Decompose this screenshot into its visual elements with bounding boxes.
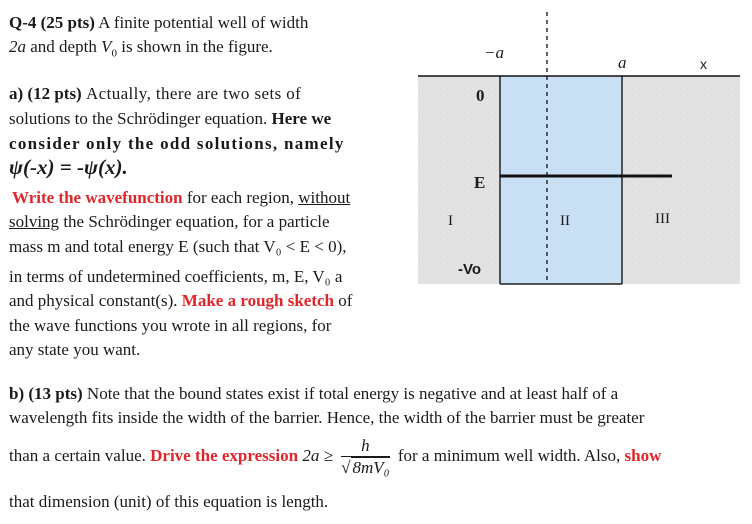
- label-region-3: III: [655, 211, 670, 227]
- write-wavefunction-emphasis: Write the wavefunction: [12, 188, 183, 207]
- part-a-text2-bold: Here we: [271, 109, 332, 128]
- part-b-line3: [9, 433, 661, 479]
- part-b-line1: [9, 383, 618, 405]
- label-x-axis: x: [700, 56, 707, 72]
- fraction-numerator: h: [341, 436, 389, 457]
- well-region-shading: [500, 76, 622, 284]
- part-a-label: a) (12 pts): [9, 84, 82, 103]
- minimum-width-fraction: [341, 436, 389, 479]
- odd-solution-equation: ψ(-x) = -ψ(x).: [9, 155, 128, 179]
- fraction-denominator: √ 8mV₀: [341, 457, 390, 477]
- part-b-text1: Note that the bound states exist if total energy is negative and at least half of a: [86, 384, 619, 403]
- show-emphasis: show: [624, 446, 662, 465]
- label-a: a: [618, 53, 627, 72]
- part-a-line8: in terms of undetermined coefficients, m, E, V₀ a: [9, 267, 343, 286]
- part-b-text3: than a certain value.: [9, 446, 146, 465]
- label-zero: 0: [476, 86, 485, 105]
- derive-expression-emphasis: Drive the expression: [150, 446, 299, 465]
- part-b-line2: wavelength fits inside the width of the barrier. Hence, the width of the barrier must be greater: [9, 408, 645, 427]
- part-a-line3: consider only the odd solutions, namely: [9, 134, 345, 153]
- rough-sketch-emphasis: Make a rough sketch: [181, 291, 335, 310]
- part-a-text2: solutions to the Schrödinger equation.: [9, 109, 268, 128]
- part-a-line11: any state you want.: [9, 340, 141, 359]
- part-a-line2: [9, 108, 331, 130]
- part-a-line5: [12, 187, 350, 209]
- var-v0-subscript: 0: [111, 47, 117, 60]
- part-a-text9: and physical constant(s).: [9, 291, 178, 310]
- question-label: Q-4 (25 pts): [9, 13, 95, 32]
- part-a-text5: for each region,: [186, 188, 294, 207]
- part-b-text3-after: for a minimum well width. Also,: [397, 446, 621, 465]
- label-energy: E: [474, 173, 486, 192]
- text-shown: is shown in the figure.: [121, 37, 273, 56]
- var-2a: 2a: [9, 37, 26, 56]
- solving-underlined: solving: [9, 212, 60, 231]
- part-b-line4: that dimension (unit) of this equation is length.: [9, 492, 329, 511]
- part-a-text1: Actually, there are two sets of: [85, 84, 302, 103]
- sqrt-argument: 8mV₀: [352, 457, 390, 477]
- part-a-text6: the Schrödinger equation, for a particle: [63, 212, 330, 231]
- label-neg-a: −a: [484, 43, 504, 62]
- label-region-1: I: [448, 213, 453, 229]
- part-a-line7: mass m and total energy E (such that V₀ < E < 0),: [9, 237, 347, 256]
- part-a-text9-end: of: [338, 291, 353, 310]
- without-underlined: without: [298, 188, 351, 207]
- part-a-line6: [9, 211, 330, 233]
- potential-well-figure: [410, 10, 740, 290]
- potential-well-diagram: [410, 10, 740, 290]
- part-a-line9: [9, 290, 352, 312]
- text-and-depth: and depth: [30, 37, 97, 56]
- label-neg-v0: -Vo: [458, 261, 482, 278]
- inequality-lhs: 2a ≥: [302, 446, 333, 465]
- question-header-line1: [9, 12, 308, 34]
- label-region-2: II: [560, 213, 570, 229]
- var-v0: V: [101, 37, 112, 56]
- part-a-line1: [9, 83, 301, 105]
- part-b-label: b) (13 pts): [9, 384, 83, 403]
- question-text: A finite potential well of width: [98, 13, 309, 32]
- question-header-line2: [9, 36, 273, 64]
- part-a-line10: the wave functions you wrote in all regions, for: [9, 316, 332, 335]
